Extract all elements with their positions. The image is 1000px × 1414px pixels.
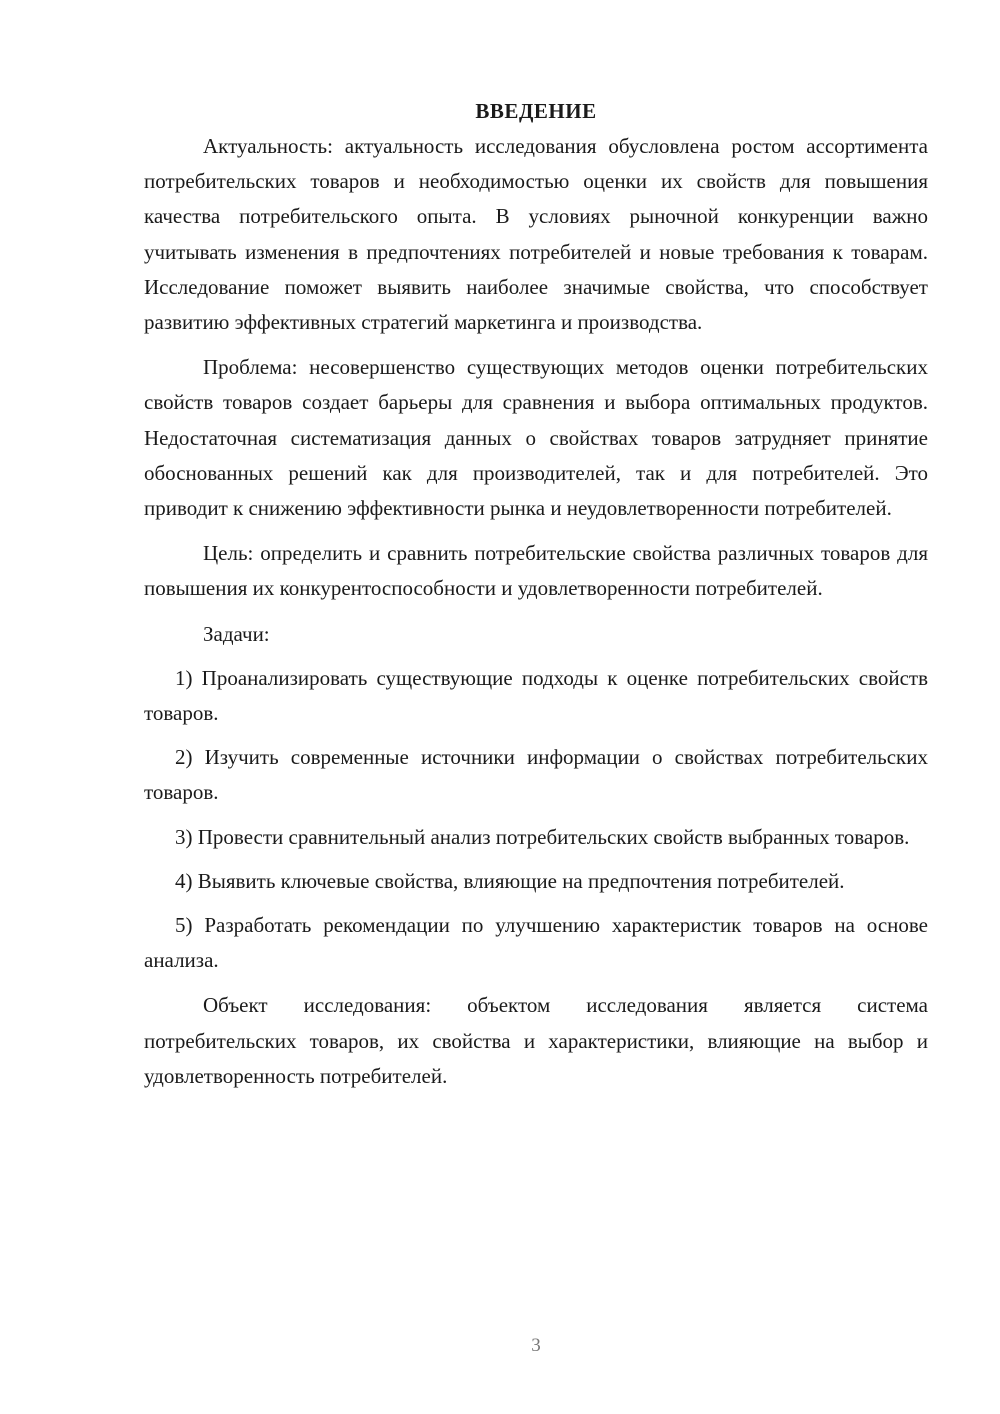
list-item: 5) Разработать рекомендации по улучшению характеристик товаров на основе анализа. [144, 913, 928, 973]
list-item: 3) Провести сравнительный анализ потребительских свойств выбранных товаров. [175, 824, 910, 849]
tasks-heading: Задачи: [203, 621, 270, 646]
section-title: ВВЕДЕНИЕ [475, 99, 597, 123]
page-number: 3 [531, 1335, 541, 1356]
paragraph-problem: Проблема: несовершенство существующих методов оценки потребительских свойств товаров создает барьеры для сравнения и выбора оптимальных продуктов. Недостаточная систематизация данных о свойствах товаров затрудняет принятие обоснованных решений как для производителей, так и для потребителей. Это приводит к снижению эффективности рынка и неудовлетворенности потребителей. [144, 355, 928, 521]
list-item: 2) Изучить современные источники информации о свойствах потребительских товаров. [144, 745, 928, 805]
list-item: 4) Выявить ключевые свойства, влияющие на предпочтения потребителей. [175, 868, 845, 893]
list-item: 1) Проанализировать существующие подходы к оценке потребительских свойств товаров. [144, 665, 928, 726]
paragraph-object: Объект исследования: объектом исследования является система потребительских товаров, их свойства и характеристики, влияющие на выбор и удовлетворенность потребителей. [144, 993, 928, 1088]
tasks-list [144, 661, 928, 979]
paragraph-goal: Цель: определить и сравнить потребительские свойства различных товаров для повышения их конкурентоспособности и удовлетворенности потребителей. [144, 541, 928, 601]
paragraph-relevance: Актуальность: актуальность исследования обусловлена ростом ассортимента потребительских товаров и необходимостью оценки их свойств для повышения качества потребительского опыта. В условиях рыночной конкуренции важно учитывать изменения в предпочтениях потребителей и новые требования к товарам. Исследование поможет выявить наиболее значимые свойства, что способствует развитию эффективных стратегий маркетинга и производства. [144, 134, 928, 335]
document-page [144, 96, 928, 1094]
